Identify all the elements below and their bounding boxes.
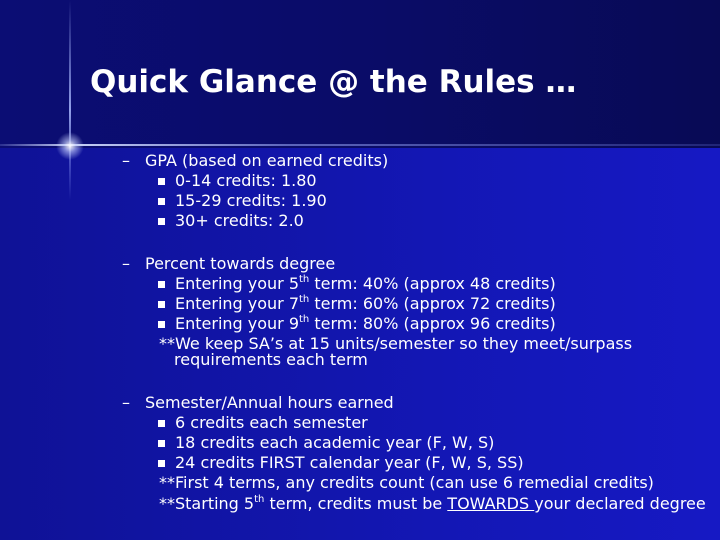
list-item: 18 credits each academic year (F, W, S) [175, 433, 495, 452]
note-text: **First 4 terms, any credits count (can use 6 remedial credits) [159, 473, 654, 492]
square-bullet-icon [158, 321, 165, 328]
note-text: requirements each term [174, 350, 368, 369]
list-item: Entering your 5th term: 40% (approx 48 credits) [175, 273, 556, 293]
square-bullet-icon [158, 301, 165, 308]
section-heading-percent: Percent towards degree [145, 254, 336, 273]
section-heading-hours: Semester/Annual hours earned [145, 393, 394, 412]
note-text: **Starting 5th term, credits must be TOWARDS your declared degree [159, 493, 706, 513]
dash-bullet: – [122, 151, 130, 170]
square-bullet-icon [158, 420, 165, 427]
list-item: Entering your 7th term: 60% (approx 72 credits) [175, 293, 556, 313]
square-bullet-icon [158, 460, 165, 467]
square-bullet-icon [158, 440, 165, 447]
square-bullet-icon [158, 178, 165, 185]
square-bullet-icon [158, 218, 165, 225]
list-item: Entering your 9th term: 80% (approx 96 credits) [175, 313, 556, 333]
note-text: **We keep SA’s at 15 units/semester so they meet/surpass [159, 334, 633, 353]
list-item: 24 credits FIRST calendar year (F, W, S, SS) [175, 453, 524, 472]
section-heading-gpa: GPA (based on earned credits) [145, 151, 389, 170]
square-bullet-icon [158, 198, 165, 205]
slide-title: Quick Glance @ the Rules … [90, 64, 577, 100]
list-item: 30+ credits: 2.0 [175, 211, 304, 230]
list-item: 0-14 credits: 1.80 [175, 171, 317, 190]
list-item: 6 credits each semester [175, 413, 368, 432]
square-bullet-icon [158, 281, 165, 288]
list-item: 15-29 credits: 1.90 [175, 191, 327, 210]
dash-bullet: – [122, 393, 130, 412]
dash-bullet: – [122, 254, 130, 273]
